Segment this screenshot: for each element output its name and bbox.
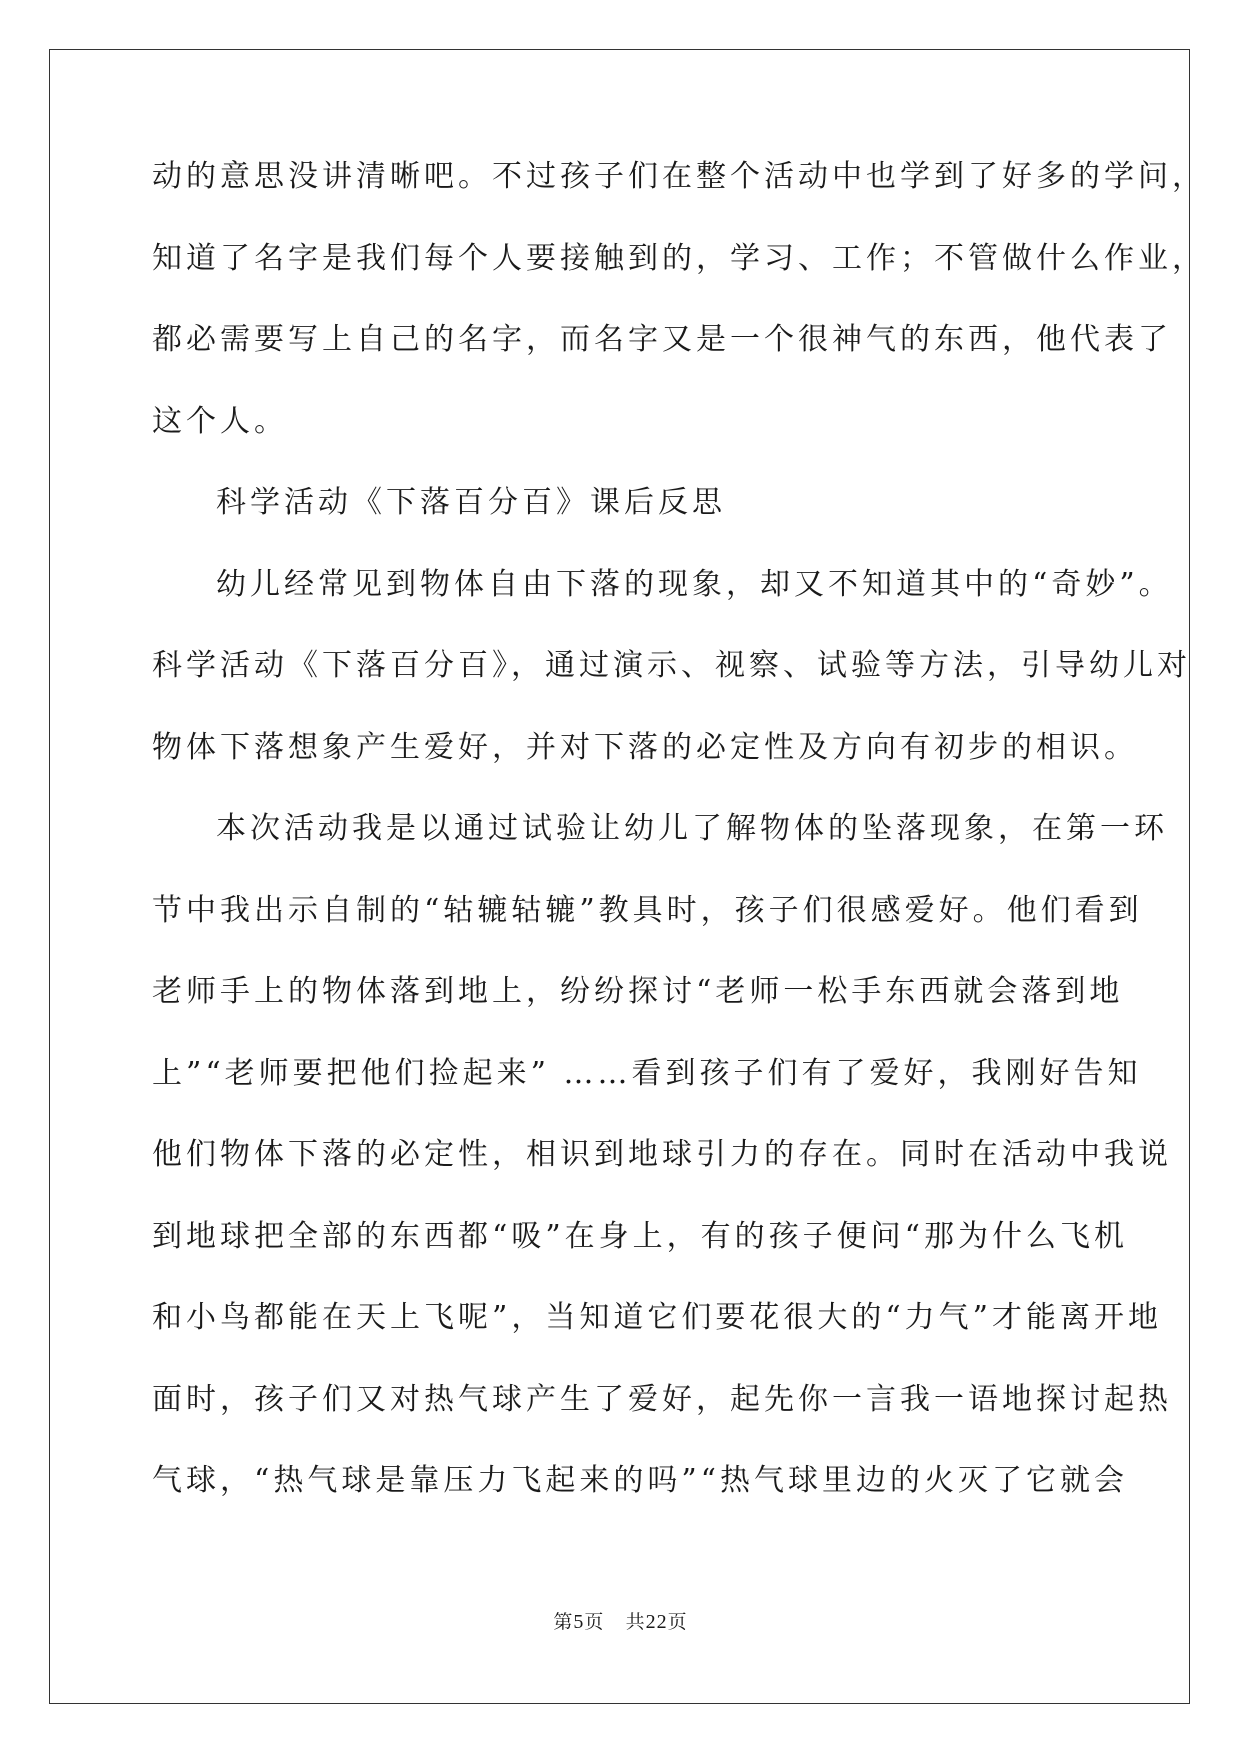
text-line: 老师手上的物体落到地上，纷纷探讨“老师一松手东西就会落到地	[152, 974, 1124, 1009]
page-number: 5	[573, 1611, 585, 1633]
text-line: 他们物体下落的必定性，相识到地球引力的存在。同时在活动中我说	[152, 1137, 1172, 1172]
text-line: 动的意思没讲清晰吧。不过孩子们在整个活动中也学到了好多的学问，	[152, 159, 1206, 194]
text-line: 幼儿经常见到物体自由下落的现象，却又不知道其中的“奇妙”。	[216, 566, 1173, 602]
text-line: 上”“老师要把他们捡起来” ……看到孩子们有了爱好，我刚好告知	[152, 1055, 1142, 1091]
total-prefix: 共	[625, 1611, 646, 1633]
text-line: 到地球把全部的东西都“吸”在身上，有的孩子便问“那为什么飞机	[152, 1218, 1129, 1254]
document-body	[152, 158, 1206, 1544]
text-line: 气球，“热气球是靠压力飞起来的吗”“热气球里边的火灭了它就会	[152, 1463, 1129, 1498]
text-line: 本次活动我是以通过试验让幼儿了解物体的坠落现象，在第一环	[216, 811, 1168, 846]
page-suffix: 页	[584, 1611, 605, 1633]
text-line: 知道了名字是我们每个人要接触到的，学习、工作；不管做什么作业，	[152, 240, 1206, 276]
text-line: 科学活动《下落百分百》，通过演示、视察、试验等方法，引导幼儿对	[152, 648, 1191, 683]
section-heading: 科学活动《下落百分百》课后反思	[216, 485, 726, 520]
page-prefix: 第	[553, 1611, 574, 1633]
total-suffix: 页	[667, 1611, 688, 1633]
text-line: 物体下落想象产生爱好，并对下落的必定性及方向有初步的相识。	[152, 729, 1138, 765]
text-line: 都必需要写上自己的名字，而名字又是一个很神气的东西，他代表了	[152, 322, 1172, 357]
text-line: 和小鸟都能在天上飞呢”，当知道它们要花很大的“力气”才能离开地	[152, 1300, 1163, 1335]
text-line: 面时，孩子们又对热气球产生了爱好，起先你一言我一语地探讨起热	[152, 1381, 1172, 1417]
text-line: 这个人。	[152, 403, 288, 439]
page-footer	[0, 1610, 1241, 1634]
total-pages: 22	[645, 1611, 668, 1633]
text-line: 节中我出示自制的“轱辘轱辘”教具时，孩子们很感爱好。他们看到	[152, 892, 1143, 928]
